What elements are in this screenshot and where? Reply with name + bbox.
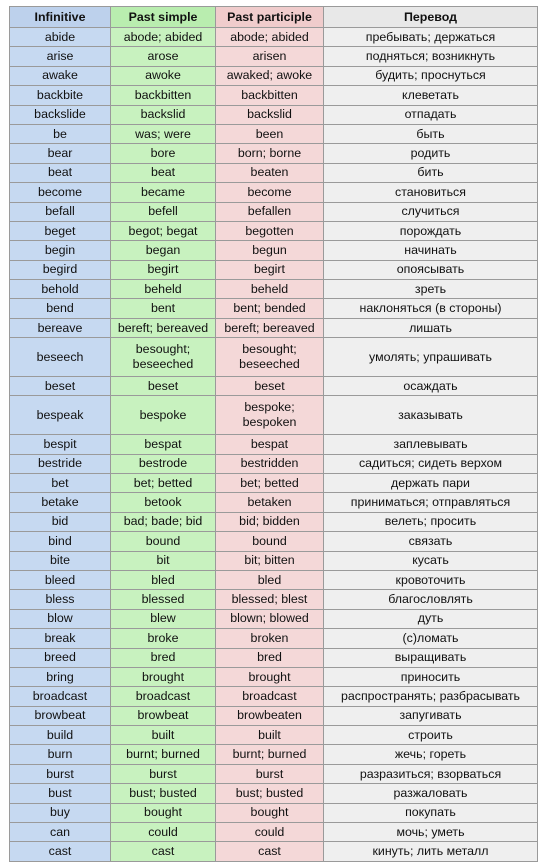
- table-row: [10, 338, 538, 377]
- table-row: [10, 202, 538, 221]
- table-row: [10, 764, 538, 783]
- table-row: [10, 512, 538, 531]
- cell-translation: случиться: [324, 202, 538, 221]
- table-row: [10, 667, 538, 686]
- cell-past-participle: bent; bended: [216, 299, 324, 318]
- table-row: [10, 784, 538, 803]
- cell-translation: разразиться; взорваться: [324, 764, 538, 783]
- cell-past-participle: bred: [216, 648, 324, 667]
- table-row: [10, 299, 538, 318]
- table-row: [10, 609, 538, 628]
- cell-infinitive: blow: [10, 609, 111, 628]
- cell-past-simple: burst: [111, 764, 216, 783]
- cell-past-simple: betook: [111, 493, 216, 512]
- header-translation: Перевод: [324, 7, 538, 28]
- cell-infinitive: breed: [10, 648, 111, 667]
- cell-past-simple: abode; abided: [111, 28, 216, 47]
- cell-past-simple: begirt: [111, 260, 216, 279]
- table-row: [10, 590, 538, 609]
- cell-past-participle: bid; bidden: [216, 512, 324, 531]
- table-row: [10, 803, 538, 822]
- table-header: [10, 7, 538, 28]
- irregular-verbs-table: [9, 6, 538, 862]
- cell-past-participle: besought; beseeched: [216, 338, 324, 377]
- cell-translation: строить: [324, 726, 538, 745]
- header-infinitive: Infinitive: [10, 7, 111, 28]
- cell-past-simple: bent: [111, 299, 216, 318]
- cell-translation: заплевывать: [324, 435, 538, 454]
- cell-translation: благословлять: [324, 590, 538, 609]
- cell-past-simple: beset: [111, 377, 216, 396]
- cell-translation: отпадать: [324, 105, 538, 124]
- cell-past-simple: besought; beseeched: [111, 338, 216, 377]
- cell-translation: велеть; просить: [324, 512, 538, 531]
- cell-infinitive: arise: [10, 47, 111, 66]
- cell-infinitive: become: [10, 183, 111, 202]
- cell-past-participle: bespat: [216, 435, 324, 454]
- cell-infinitive: awake: [10, 66, 111, 85]
- cell-infinitive: bereave: [10, 318, 111, 337]
- cell-infinitive: bind: [10, 532, 111, 551]
- cell-past-participle: cast: [216, 842, 324, 861]
- table-row: [10, 706, 538, 725]
- cell-translation: будить; проснуться: [324, 66, 538, 85]
- cell-past-participle: befallen: [216, 202, 324, 221]
- table-row: [10, 842, 538, 861]
- table-row: [10, 435, 538, 454]
- cell-past-simple: bet; betted: [111, 474, 216, 493]
- cell-infinitive: bestride: [10, 454, 111, 473]
- cell-translation: дуть: [324, 609, 538, 628]
- cell-past-simple: arose: [111, 47, 216, 66]
- table-row: [10, 163, 538, 182]
- cell-translation: покупать: [324, 803, 538, 822]
- cell-past-simple: bought: [111, 803, 216, 822]
- cell-infinitive: beseech: [10, 338, 111, 377]
- cell-past-simple: bit: [111, 551, 216, 570]
- cell-past-simple: could: [111, 823, 216, 842]
- cell-past-participle: bust; busted: [216, 784, 324, 803]
- cell-translation: клеветать: [324, 86, 538, 105]
- cell-infinitive: burn: [10, 745, 111, 764]
- cell-translation: лишать: [324, 318, 538, 337]
- verb-table-container: [9, 6, 538, 862]
- cell-infinitive: begird: [10, 260, 111, 279]
- cell-translation: становиться: [324, 183, 538, 202]
- cell-translation: садиться; сидеть верхом: [324, 454, 538, 473]
- cell-past-simple: backbitten: [111, 86, 216, 105]
- cell-past-participle: begirt: [216, 260, 324, 279]
- cell-past-simple: broadcast: [111, 687, 216, 706]
- header-past-simple: Past simple: [111, 7, 216, 28]
- cell-past-simple: bred: [111, 648, 216, 667]
- cell-infinitive: buy: [10, 803, 111, 822]
- cell-translation: осаждать: [324, 377, 538, 396]
- cell-past-participle: blown; blowed: [216, 609, 324, 628]
- cell-translation: мочь; уметь: [324, 823, 538, 842]
- cell-past-simple: built: [111, 726, 216, 745]
- cell-infinitive: backslide: [10, 105, 111, 124]
- cell-translation: приниматься; отправляться: [324, 493, 538, 512]
- cell-past-participle: bespoke; bespoken: [216, 396, 324, 435]
- cell-infinitive: bust: [10, 784, 111, 803]
- cell-past-participle: bestridden: [216, 454, 324, 473]
- cell-translation: распространять; разбрасывать: [324, 687, 538, 706]
- cell-translation: выращивать: [324, 648, 538, 667]
- cell-past-participle: been: [216, 124, 324, 143]
- cell-past-participle: betaken: [216, 493, 324, 512]
- table-row: [10, 493, 538, 512]
- table-body: [10, 28, 538, 862]
- cell-infinitive: behold: [10, 280, 111, 299]
- cell-infinitive: bespit: [10, 435, 111, 454]
- cell-infinitive: betake: [10, 493, 111, 512]
- cell-translation: (с)ломать: [324, 629, 538, 648]
- table-row: [10, 221, 538, 240]
- cell-past-simple: blessed: [111, 590, 216, 609]
- cell-translation: связать: [324, 532, 538, 551]
- cell-past-participle: arisen: [216, 47, 324, 66]
- header-row: [10, 7, 538, 28]
- cell-past-simple: became: [111, 183, 216, 202]
- cell-infinitive: break: [10, 629, 111, 648]
- cell-past-simple: bled: [111, 570, 216, 589]
- cell-past-simple: bereft; bereaved: [111, 318, 216, 337]
- cell-infinitive: abide: [10, 28, 111, 47]
- cell-past-simple: backslid: [111, 105, 216, 124]
- table-row: [10, 396, 538, 435]
- table-row: [10, 318, 538, 337]
- cell-infinitive: bend: [10, 299, 111, 318]
- cell-infinitive: bear: [10, 144, 111, 163]
- cell-past-simple: bespat: [111, 435, 216, 454]
- cell-past-participle: abode; abided: [216, 28, 324, 47]
- cell-past-participle: bound: [216, 532, 324, 551]
- cell-infinitive: beat: [10, 163, 111, 182]
- cell-infinitive: bring: [10, 667, 111, 686]
- cell-past-simple: broke: [111, 629, 216, 648]
- table-row: [10, 823, 538, 842]
- cell-translation: пребывать; держаться: [324, 28, 538, 47]
- cell-past-simple: befell: [111, 202, 216, 221]
- cell-infinitive: backbite: [10, 86, 111, 105]
- cell-past-simple: begot; begat: [111, 221, 216, 240]
- cell-infinitive: broadcast: [10, 687, 111, 706]
- cell-past-participle: could: [216, 823, 324, 842]
- cell-translation: умолять; упрашивать: [324, 338, 538, 377]
- cell-past-simple: bespoke: [111, 396, 216, 435]
- cell-past-participle: burst: [216, 764, 324, 783]
- cell-translation: наклоняться (в стороны): [324, 299, 538, 318]
- table-row: [10, 241, 538, 260]
- cell-translation: разжаловать: [324, 784, 538, 803]
- table-row: [10, 551, 538, 570]
- cell-infinitive: bless: [10, 590, 111, 609]
- cell-past-participle: burnt; burned: [216, 745, 324, 764]
- cell-past-participle: bought: [216, 803, 324, 822]
- cell-translation: кровоточить: [324, 570, 538, 589]
- cell-past-simple: bad; bade; bid: [111, 512, 216, 531]
- cell-past-simple: awoke: [111, 66, 216, 85]
- table-row: [10, 648, 538, 667]
- cell-translation: жечь; гореть: [324, 745, 538, 764]
- table-row: [10, 183, 538, 202]
- cell-infinitive: beset: [10, 377, 111, 396]
- cell-past-participle: awaked; awoke: [216, 66, 324, 85]
- cell-past-simple: brought: [111, 667, 216, 686]
- cell-past-simple: began: [111, 241, 216, 260]
- cell-infinitive: bespeak: [10, 396, 111, 435]
- cell-translation: зреть: [324, 280, 538, 299]
- cell-infinitive: be: [10, 124, 111, 143]
- table-row: [10, 629, 538, 648]
- cell-past-participle: blessed; blest: [216, 590, 324, 609]
- cell-infinitive: bet: [10, 474, 111, 493]
- header-past-participle: Past participle: [216, 7, 324, 28]
- cell-past-participle: broken: [216, 629, 324, 648]
- cell-infinitive: burst: [10, 764, 111, 783]
- table-row: [10, 687, 538, 706]
- cell-past-participle: bit; bitten: [216, 551, 324, 570]
- cell-past-simple: bound: [111, 532, 216, 551]
- table-row: [10, 474, 538, 493]
- cell-translation: заказывать: [324, 396, 538, 435]
- cell-past-participle: backslid: [216, 105, 324, 124]
- table-row: [10, 260, 538, 279]
- cell-past-participle: become: [216, 183, 324, 202]
- cell-past-simple: burnt; burned: [111, 745, 216, 764]
- cell-translation: опоясывать: [324, 260, 538, 279]
- cell-infinitive: build: [10, 726, 111, 745]
- cell-past-simple: was; were: [111, 124, 216, 143]
- cell-past-participle: browbeaten: [216, 706, 324, 725]
- cell-infinitive: bite: [10, 551, 111, 570]
- cell-translation: запугивать: [324, 706, 538, 725]
- table-row: [10, 86, 538, 105]
- cell-past-participle: built: [216, 726, 324, 745]
- cell-translation: держать пари: [324, 474, 538, 493]
- cell-infinitive: browbeat: [10, 706, 111, 725]
- cell-past-simple: bore: [111, 144, 216, 163]
- table-row: [10, 124, 538, 143]
- cell-past-participle: bled: [216, 570, 324, 589]
- cell-past-participle: born; borne: [216, 144, 324, 163]
- cell-translation: начинать: [324, 241, 538, 260]
- cell-past-simple: bust; busted: [111, 784, 216, 803]
- cell-past-simple: beat: [111, 163, 216, 182]
- table-row: [10, 47, 538, 66]
- cell-past-participle: broadcast: [216, 687, 324, 706]
- cell-past-simple: bestrode: [111, 454, 216, 473]
- cell-infinitive: cast: [10, 842, 111, 861]
- cell-past-simple: cast: [111, 842, 216, 861]
- table-row: [10, 377, 538, 396]
- table-row: [10, 726, 538, 745]
- cell-past-participle: bet; betted: [216, 474, 324, 493]
- cell-past-participle: backbitten: [216, 86, 324, 105]
- cell-translation: приносить: [324, 667, 538, 686]
- cell-past-simple: blew: [111, 609, 216, 628]
- table-row: [10, 532, 538, 551]
- table-row: [10, 66, 538, 85]
- cell-translation: родить: [324, 144, 538, 163]
- cell-past-participle: begun: [216, 241, 324, 260]
- cell-past-participle: beheld: [216, 280, 324, 299]
- table-row: [10, 745, 538, 764]
- cell-infinitive: bid: [10, 512, 111, 531]
- cell-past-participle: begotten: [216, 221, 324, 240]
- cell-infinitive: beget: [10, 221, 111, 240]
- cell-past-participle: bereft; bereaved: [216, 318, 324, 337]
- cell-infinitive: can: [10, 823, 111, 842]
- cell-infinitive: bleed: [10, 570, 111, 589]
- cell-past-participle: brought: [216, 667, 324, 686]
- cell-translation: быть: [324, 124, 538, 143]
- table-row: [10, 454, 538, 473]
- table-row: [10, 144, 538, 163]
- cell-translation: кинуть; лить металл: [324, 842, 538, 861]
- cell-past-participle: beaten: [216, 163, 324, 182]
- cell-translation: бить: [324, 163, 538, 182]
- cell-translation: подняться; возникнуть: [324, 47, 538, 66]
- cell-translation: порождать: [324, 221, 538, 240]
- table-row: [10, 105, 538, 124]
- table-row: [10, 28, 538, 47]
- table-row: [10, 570, 538, 589]
- cell-translation: кусать: [324, 551, 538, 570]
- table-row: [10, 280, 538, 299]
- cell-infinitive: befall: [10, 202, 111, 221]
- cell-past-simple: beheld: [111, 280, 216, 299]
- cell-past-simple: browbeat: [111, 706, 216, 725]
- cell-past-participle: beset: [216, 377, 324, 396]
- cell-infinitive: begin: [10, 241, 111, 260]
